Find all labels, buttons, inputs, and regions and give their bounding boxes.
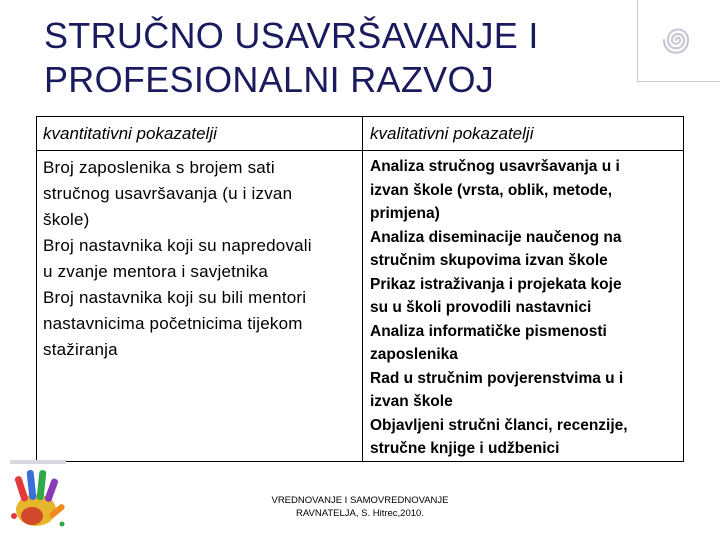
spiral-icon [648, 14, 704, 64]
quantitative-line: škole) [43, 210, 90, 229]
indicators-table [36, 116, 684, 462]
qualitative-line: stručnim skupovima izvan škole [370, 252, 608, 269]
corner-divider-vertical [637, 0, 638, 82]
qualitative-line: stručne knjige i udžbenici [370, 440, 560, 457]
qualitative-line: Objavljeni stručni članci, recenzije, [370, 416, 628, 434]
quantitative-line: Broj zaposlenika s brojem sati [43, 158, 275, 177]
corner-divider-horizontal [637, 81, 720, 82]
footer [250, 494, 470, 520]
quantitative-text [43, 155, 359, 363]
header-quantitative-label: kvantitativni pokazatelji [43, 124, 217, 143]
qualitative-line: izvan škole (vrsta, oblik, metode, [370, 181, 613, 199]
qualitative-line: primjena) [370, 205, 440, 222]
qualitative-line: Analiza stručnog usavršavanja u i [370, 158, 620, 175]
slide-title-line-2: PROFESIONALNI RAZVOJ [44, 59, 495, 100]
header-qualitative-label: kvalitativni pokazatelji [370, 124, 534, 143]
qualitative-line: Rad u stručnim povjerenstvima u i [370, 369, 624, 387]
slide-title [44, 14, 624, 102]
header-cell-quantitative [37, 117, 363, 151]
qualitative-line: Analiza informatičke pismenosti [370, 322, 607, 340]
slide-title-line-1: STRUČNO USAVRŠAVANJE I [44, 15, 539, 56]
qualitative-line: Prikaz istraživanja i projekata koje [370, 275, 622, 293]
qualitative-text [370, 155, 680, 461]
quantitative-line: stažiranja [43, 340, 118, 359]
qualitative-line: izvan škole [370, 393, 453, 410]
qualitative-line: Analiza diseminacije naučenog na [370, 228, 622, 246]
quantitative-line: u zvanje mentora i savjetnika [43, 262, 269, 281]
qualitative-column [363, 151, 683, 461]
footer-line-2: RAVNATELJA, S. Hitrec,2010. [296, 508, 424, 519]
quantitative-line: Broj nastavnika koji su napredovali [43, 236, 312, 255]
quantitative-line: Broj nastavnika koji su bili mentori [43, 288, 307, 307]
qualitative-line: su u školi provodili nastavnici [370, 299, 592, 316]
quantitative-line: nastavnicima početnicima tijekom [43, 314, 303, 333]
painted-hand-logo [6, 458, 70, 532]
footer-line-1: VREDNOVANJE I SAMOVREDNOVANJE [271, 495, 449, 506]
quantitative-column [37, 151, 363, 461]
quantitative-line: stručnog usavršavanja (u i izvan [43, 184, 293, 203]
header-cell-qualitative [363, 117, 683, 151]
qualitative-line: zaposlenika [370, 346, 458, 363]
